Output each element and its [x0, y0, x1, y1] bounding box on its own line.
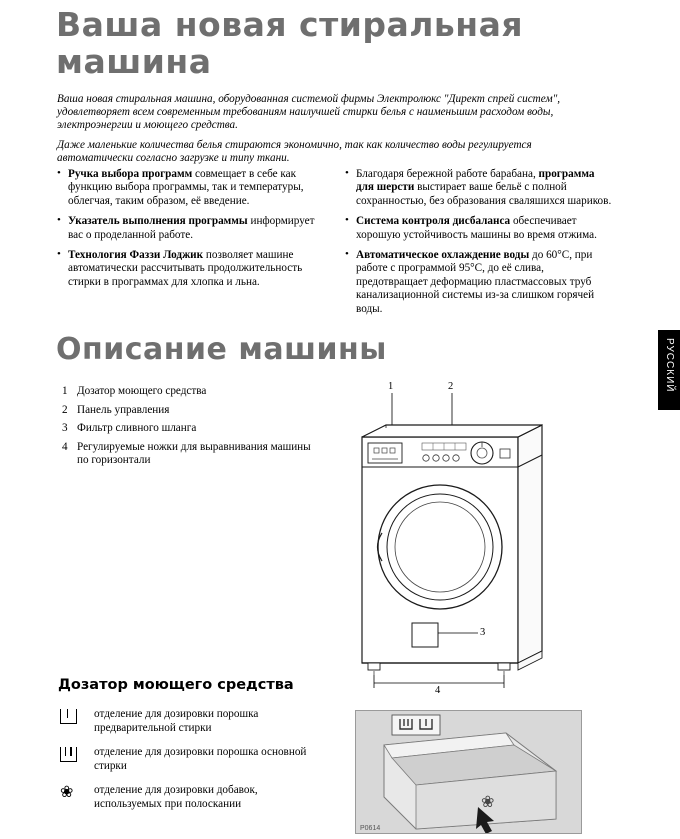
- list-item: [62, 385, 322, 399]
- machine-drawing-svg: [330, 375, 600, 705]
- feature-list-left: [57, 168, 325, 296]
- feature-list-right: [345, 168, 613, 323]
- dispenser-list: [60, 708, 325, 822]
- dispenser-label: отделение для дозировки порошка предварительной стирки: [94, 708, 259, 734]
- feature-term: Система контроля дисбаланса: [356, 215, 511, 228]
- feature-pre: Благодаря бережной работе барабана,: [356, 168, 539, 180]
- feature-desc: обеспечивает хорошую устойчивость машины во время отжима.: [356, 215, 597, 241]
- legend-number: 3: [62, 422, 68, 435]
- legend-number: 4: [62, 440, 68, 453]
- page-title: Ваша новая стиральная машина: [56, 5, 524, 81]
- dispenser-photo: [355, 710, 582, 834]
- language-tab-label: РУССКИЙ: [664, 338, 675, 393]
- feature-term: Автоматическое охлаждение воды: [356, 249, 530, 262]
- list-item: [62, 441, 322, 468]
- feature-desc: выстирает ваше бельё с полной сохранностью, без образования сваляшихся шариков.: [356, 181, 612, 207]
- intro-paragraphs: [57, 93, 609, 171]
- feature-term: Технология Фаззи Лоджик: [68, 249, 204, 262]
- list-item: [60, 708, 325, 735]
- feature-term: Ручка выбора программ: [68, 168, 193, 180]
- washing-machine-illustration: [330, 375, 600, 705]
- legend-number: 2: [62, 403, 68, 416]
- feature-desc: позволяет машине автоматически рассчитывать продолжительность стирки в программах для хлопка и льна.: [68, 249, 303, 288]
- list-item: [345, 215, 613, 242]
- parts-legend: [62, 385, 322, 473]
- feature-desc: информирует вас о проделанной работе.: [68, 215, 315, 241]
- legend-label: Регулируемые ножки для выравнивания машины по горизонтали: [77, 440, 311, 467]
- compartment-two-icon: [60, 708, 94, 735]
- list-item: [345, 249, 613, 316]
- callout-2: 2: [448, 381, 454, 392]
- dispenser-label: отделение для дозировки добавок, используемых при полоскании: [94, 784, 258, 810]
- intro-paragraph-1: Ваша новая стиральная машина, оборудованная системой фирмы Электролюкс "Директ спрей систем", удовлетворяет всем современным требованиям наилучшей стирки белья с наименьшим расходом воды, электроэнергии и моющего средства.: [57, 93, 561, 132]
- legend-label: Дозатор моющего средства: [77, 385, 207, 397]
- dispenser-section-title: Дозатор моющего средства: [58, 677, 294, 693]
- language-tab: [658, 330, 680, 410]
- list-item: [60, 784, 325, 811]
- list-item: [57, 168, 325, 208]
- list-item: [57, 215, 325, 242]
- list-item: [345, 168, 613, 208]
- feature-desc: до 60°С, при работе с программой 95°С, до её слива, предотвращает деформацию пластмассовых труб канализационной системы из-за слишком горячей воды.: [356, 249, 595, 315]
- intro-paragraph-2: Даже маленькие количества белья стираются экономично, так как количество воды регулируется автоматически согласно загрузке и типу ткани.: [57, 138, 532, 164]
- legend-number: 1: [62, 385, 68, 397]
- legend-label: Фильтр сливного шланга: [77, 422, 197, 435]
- callout-3: 3: [480, 627, 486, 638]
- feature-term: программа для шерсти: [356, 168, 595, 194]
- callout-1: 1: [388, 381, 394, 392]
- list-item: [62, 404, 322, 418]
- photo-reference-label: P0614: [360, 825, 381, 832]
- list-item: [60, 746, 325, 773]
- list-item: [57, 249, 325, 289]
- compartment-three-icon: [60, 746, 94, 773]
- section-title: Описание машины: [56, 332, 387, 367]
- dispenser-label: отделение для дозировки порошка основной стирки: [94, 746, 307, 772]
- dispenser-photo-svg: [356, 711, 581, 833]
- callout-4: 4: [435, 685, 441, 696]
- list-item: [62, 422, 322, 436]
- softener-flower-icon: ❀: [60, 784, 74, 801]
- legend-label: Панель управления: [77, 403, 170, 416]
- feature-desc: совмещает в себе как функцию выбора программы, так и температуры, облегчая, таким образом, её введение.: [68, 168, 304, 207]
- svg-text:❀: ❀: [481, 792, 495, 811]
- feature-term: Указатель выполнения программы: [68, 215, 248, 228]
